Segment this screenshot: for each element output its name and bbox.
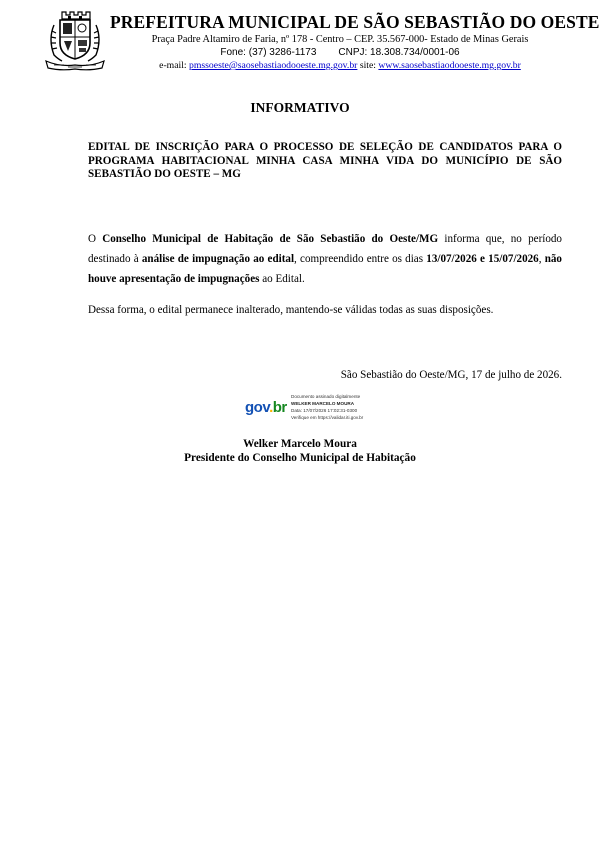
digital-signature-stamp bbox=[245, 391, 405, 431]
signature-line-1: Documento assinado digitalmente bbox=[291, 394, 361, 399]
email-link[interactable]: pmssoeste@saosebastiaodooeste.mg.gov.br bbox=[189, 60, 358, 71]
signature-verify-line: Verifique em https://validar.iti.gov.br bbox=[291, 415, 364, 420]
body-paragraph-1 bbox=[88, 229, 562, 289]
contact-line bbox=[110, 46, 570, 59]
p1-text-4: , bbox=[538, 253, 545, 265]
letterhead-text bbox=[110, 12, 600, 72]
email-label: e-mail: bbox=[159, 60, 187, 71]
municipal-coat-of-arms-icon bbox=[42, 9, 108, 71]
site-link[interactable]: www.saosebastiaodooeste.mg.gov.br bbox=[378, 60, 521, 71]
place-date-line: São Sebastião do Oeste/MG, 17 de julho de 2026. bbox=[340, 369, 562, 381]
signer-name: Welker Marcelo Moura bbox=[243, 438, 357, 450]
p1-text-1: O bbox=[88, 233, 103, 245]
signature-details bbox=[291, 393, 363, 421]
signer-role: Presidente do Conselho Municipal de Habitação bbox=[184, 452, 416, 464]
govbr-logo bbox=[245, 399, 287, 416]
municipality-address: Praça Padre Altamiro de Faria, nº 178 - Centro – CEP. 35.567-000- Estado de Minas Gerais bbox=[151, 34, 529, 45]
date-range: 13/07/2026 e 15/07/2026 bbox=[426, 253, 539, 265]
body-paragraph-2: Dessa forma, o edital permanece inalterado, mantendo-se válidas todas as suas disposições. bbox=[88, 304, 494, 316]
signature-date: Data: 17/07/2026 17:02:31-0300 bbox=[291, 408, 358, 413]
council-name: Conselho Municipal de Habitação de São Sebastião do Oeste/MG bbox=[102, 233, 439, 245]
document-title: INFORMATIVO bbox=[250, 100, 350, 115]
site-label: site: bbox=[359, 60, 376, 71]
phone-number: Fone: (37) 3286-1173 bbox=[220, 47, 317, 58]
govbr-logo-dot: . bbox=[269, 399, 273, 416]
govbr-logo-gov: gov bbox=[245, 399, 270, 416]
p1-text-2: informa que, no período destinado à bbox=[88, 233, 562, 265]
municipality-title: PREFEITURA MUNICIPAL DE SÃO SEBASTIÃO DO OESTE bbox=[110, 12, 600, 32]
web-contact-line bbox=[110, 59, 570, 72]
p1-text-5: ao Edital. bbox=[259, 273, 305, 285]
signer-block bbox=[0, 437, 600, 465]
p1-text-3: , compreendido entre os dias bbox=[294, 253, 427, 265]
no-impugnation-phrase: não houve apresentação de impugnações bbox=[88, 253, 562, 285]
cnpj-number: CNPJ: 18.308.734/0001-06 bbox=[338, 47, 460, 58]
edital-heading: EDITAL DE INSCRIÇÃO PARA O PROCESSO DE SELEÇÃO DE CANDIDATOS PARA O PROGRAMA HABITACIONAL MINHA CASA MINHA VIDA DO MUNICÍPIO DE SÃO SEBASTIÃO DO OESTE – MG bbox=[88, 141, 562, 180]
impugnation-phrase: análise de impugnação ao edital bbox=[141, 253, 295, 265]
letterhead bbox=[0, 0, 600, 80]
signature-signer-name: WELKER MARCELO MOURA bbox=[291, 401, 355, 406]
govbr-logo-br: br bbox=[272, 399, 287, 416]
